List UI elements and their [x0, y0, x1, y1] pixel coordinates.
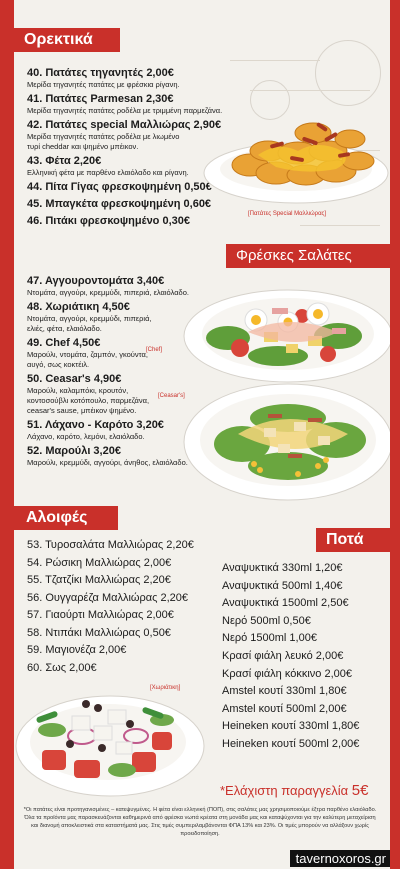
item-desc: Μαρούλι, καλαμπόκι, κρουτόν, κοντοσούβλι κοτόπουλο, παρμεζάνα, ceasar's sause, μπέικον ψημένο. [27, 386, 150, 415]
item-desc: Ντομάτα, αγγούρι, κρεμμύδι, πιπεριά, ελαιόλαδο. [27, 288, 189, 297]
footnote: *Οι πατάτες είναι προτηγανισμένες – κατεψυγμένες. Η φέτα είναι ελληνική (ΠΟΠ), στις σαλάτες μας χρησιμοποιούμε έξτρα παρθένο ελαιόλαδο. Όλα τα προϊόντα μας παρασκευάζονται καθημερινά από φρέσκα νωπά κρέατα στη μονάδα μας και καταψύχονται για την καλύτερη μεταχείριση και διανομή αποκλειστικά στα καταστήματά μας. Στις τιμές συμπεριλαμβάνονται ΦΠΑ 13% και 23%. Οι τιμές μπορούν να αλλάξουν χωρίς προειδοποίηση. [23, 807, 377, 837]
spreads-list [27, 537, 227, 677]
website-watermark: tavernoxoros.gr [290, 850, 392, 867]
item-name: 41. Πατάτες Parmesan 2,30€ [27, 93, 174, 105]
menu-item: Αναψυκτικά 1500ml 2,50€ [222, 597, 349, 610]
item-name: 46. Πιτάκι φρεσκοψημένο 0,30€ [27, 215, 190, 227]
menu-item: 55. Τζατζίκι Μαλλιώρας 2,20€ [27, 574, 171, 586]
item-name: 43. Φέτα 2,20€ [27, 155, 102, 167]
chef-salad-photo [168, 276, 390, 388]
drinks-header: Ποτά [316, 528, 400, 552]
photo-caption: [Πατάτες Special Μαλλιώρας] [248, 211, 327, 217]
item-desc: Λάχανο, καρότο, λεμόνι, ελαιόλαδο. [27, 432, 145, 441]
item-desc: Μερίδα τηγανητές πατάτες με φρέσκια ρίγανη. [27, 80, 180, 89]
item-name: 48. Χωριάτικη 4,50€ [27, 301, 130, 313]
item-desc: Μαρούλι, κρεμμύδι, αγγούρι, άνηθος, ελαιόλαδο. [27, 458, 188, 467]
menu-item: 59. Μαγιονέζα 2,00€ [27, 644, 127, 656]
item-name: 44. Πίτα Γίγας φρεσκοψημένη 0,50€ [27, 181, 212, 193]
item-desc: Μερίδα τηγανητές πατάτες ροδέλα με τριμμένη παρμεζάνα. [27, 106, 223, 115]
item-name: 49. Chef 4,50€ [27, 337, 101, 349]
item-name: 52. Μαρούλι 3,20€ [27, 445, 121, 457]
menu-item: Νερό 500ml 0,50€ [222, 614, 311, 627]
minimum-order-amount: 5€ [351, 782, 369, 799]
drinks-list [222, 560, 388, 754]
minimum-order [220, 782, 368, 799]
background-line [230, 60, 320, 61]
salads-header: Φρέσκες Σαλάτες [226, 244, 400, 268]
photo-caption: [Ceasar's] [158, 393, 185, 399]
menu-item [27, 66, 277, 90]
item-name: 45. Μπαγκέτα φρεσκοψημένη 0,60€ [27, 198, 212, 210]
menu-item: Heineken κουτί 500ml 2,00€ [222, 737, 360, 750]
minimum-order-label: *Ελάχιστη παραγγελία [220, 783, 349, 798]
item-name: 42. Πατάτες special Μαλλιώρας 2,90€ [27, 119, 222, 131]
menu-item: 60. Σως 2,00€ [27, 661, 97, 674]
item-name: 47. Αγγουροντομάτα 3,40€ [27, 275, 165, 287]
menu-item: 53. Τυροσαλάτα Μαλλιώρας 2,20€ [27, 539, 194, 551]
greek-salad-photo [12, 680, 212, 800]
item-name: 50. Ceasar's 4,90€ [27, 373, 122, 385]
photo-caption: [Chef] [146, 347, 163, 353]
menu-item: 57. Γιαούρτι Μαλλιώρας 2,00€ [27, 609, 174, 621]
item-name: 40. Πατάτες τηγανητές 2,00€ [27, 67, 174, 79]
appetizers-header: Ορεκτικά [0, 28, 120, 52]
menu-item: Νερό 1500ml 1,00€ [222, 632, 317, 645]
fries-photo [198, 95, 390, 210]
menu-item: Αναψυκτικά 500ml 1,40€ [222, 579, 343, 592]
item-desc: Μερίδα τηγανητές πατάτες ροδέλα με λιωμένο τυρί cheddar και ψημένο μπέικον. [27, 132, 180, 151]
item-name: 51. Λάχανο - Καρότο 3,20€ [27, 419, 164, 431]
item-desc: Μαρούλι, ντομάτα, ζαμπόν, γκούντα, αυγό, σως κοκτέιλ. [27, 350, 148, 369]
menu-item: Αναψυκτικά 330ml 1,20€ [222, 562, 343, 574]
menu-item: Amstel κουτί 500ml 2,00€ [222, 702, 347, 715]
spreads-header: Αλοιφές [0, 506, 118, 530]
item-desc: Ντομάτα, αγγούρι, κρεμμύδι, πιπεριά, ελιές, φέτα, ελαιόλαδο. [27, 314, 152, 333]
menu-item: Amstel κουτί 330ml 1,80€ [222, 685, 347, 698]
menu-item: Κρασί φιάλη κόκκινο 2,00€ [222, 667, 352, 680]
caesar-salad-photo [168, 374, 390, 506]
background-line [300, 225, 380, 226]
item-desc: Ελληνική φέτα με παρθένο ελαιόλαδο και ρίγανη. [27, 168, 189, 177]
menu-item: 58. Ντιπάκι Μαλλιώρας 0,50€ [27, 626, 171, 639]
menu-item: 56. Ουγγαρέζα Μαλλιώρας 2,20€ [27, 591, 189, 604]
menu-item [27, 214, 277, 228]
photo-caption: [Χωριάτικη] [150, 685, 181, 691]
menu-item: 54. Ρώσικη Μαλλιώρας 2,00€ [27, 556, 172, 569]
menu-item: Κρασί φιάλη λευκό 2,00€ [222, 649, 344, 662]
menu-item: Heineken κουτί 330ml 1,80€ [222, 720, 360, 733]
